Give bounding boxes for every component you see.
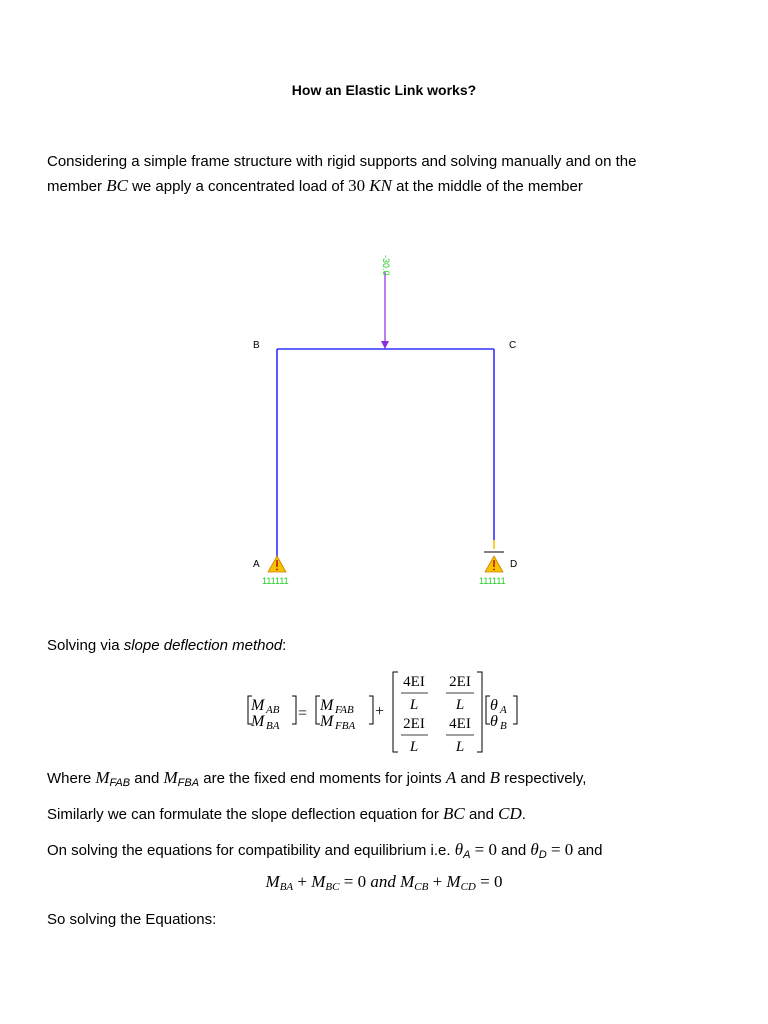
svg-text:4EI: 4EI — [449, 716, 471, 732]
intro-line-1: Considering a simple frame structure with rigid supports and solving manually and on the — [47, 153, 637, 170]
method-name: slope deflection method — [123, 637, 283, 654]
svg-text:A: A — [500, 704, 507, 716]
support-d-code: 111111 — [479, 576, 506, 586]
stiffness-matrix — [393, 672, 482, 755]
support-a-code: 111111 — [262, 576, 289, 586]
svg-text:M: M — [251, 713, 265, 730]
lhs-vector — [248, 696, 296, 732]
node-c-label: C — [509, 340, 517, 351]
svg-text:M: M — [251, 697, 265, 714]
node-d-label: D — [510, 559, 518, 570]
svg-text:BA: BA — [266, 720, 280, 732]
svg-text:L: L — [455, 697, 465, 713]
plus-sign: + — [375, 703, 385, 720]
svg-text:L: L — [409, 697, 419, 713]
svg-text:4EI: 4EI — [403, 674, 425, 690]
svg-text:B: B — [500, 720, 507, 732]
compatibility-line: On solving the equations for compatibility and equilibrium i.e. $\theta_A = 0$ and $\theta_D = 0$ and — [47, 840, 603, 861]
svg-text:2EI: 2EI — [403, 716, 425, 732]
similarly-line: Similarly we can formulate the slope deflection equation for BC and CD. — [47, 804, 526, 823]
intro-line-2: member BC we apply a concentrated load of 30 KN at the middle of the member — [47, 176, 583, 195]
svg-text:FAB: FAB — [335, 704, 354, 716]
member-bc: BC — [106, 176, 128, 195]
equilibrium-equation: $M_{BA} + M_{BC} = 0$ and $M_{CB} + M_{CD} = 0$ — [265, 872, 503, 893]
svg-text:θ: θ — [490, 697, 498, 714]
load-label: -30.0 — [381, 255, 391, 276]
load-value: 30 — [348, 176, 366, 195]
equals-sign: = — [298, 705, 308, 722]
page-title: How an Elastic Link works? — [291, 82, 477, 98]
solving-line: Solving via slope deflection method: — [47, 637, 287, 654]
fem-vector — [316, 696, 373, 732]
svg-text:L: L — [409, 739, 419, 755]
theta-vector — [486, 696, 517, 732]
svg-text:FBA: FBA — [335, 720, 356, 732]
slope-deflection-equation — [0, 666, 768, 760]
support-d-icon — [485, 556, 503, 572]
final-line: So solving the Equations: — [47, 911, 217, 928]
svg-text:θ: θ — [490, 713, 498, 730]
svg-text:2EI: 2EI — [449, 674, 471, 690]
where-line: Where $M_{FAB}$ and $M_{FBA}$ are the fixed end moments for joints A and B respectively, — [47, 768, 587, 789]
node-b-label: B — [253, 340, 260, 351]
svg-text:L: L — [455, 739, 465, 755]
support-a-icon — [268, 556, 286, 572]
svg-text:AB: AB — [266, 704, 280, 716]
load-unit: KN — [369, 176, 392, 195]
node-a-label: A — [253, 559, 260, 570]
load-arrow-head — [381, 341, 389, 349]
svg-text:M: M — [320, 713, 334, 730]
svg-text:M: M — [320, 697, 334, 714]
